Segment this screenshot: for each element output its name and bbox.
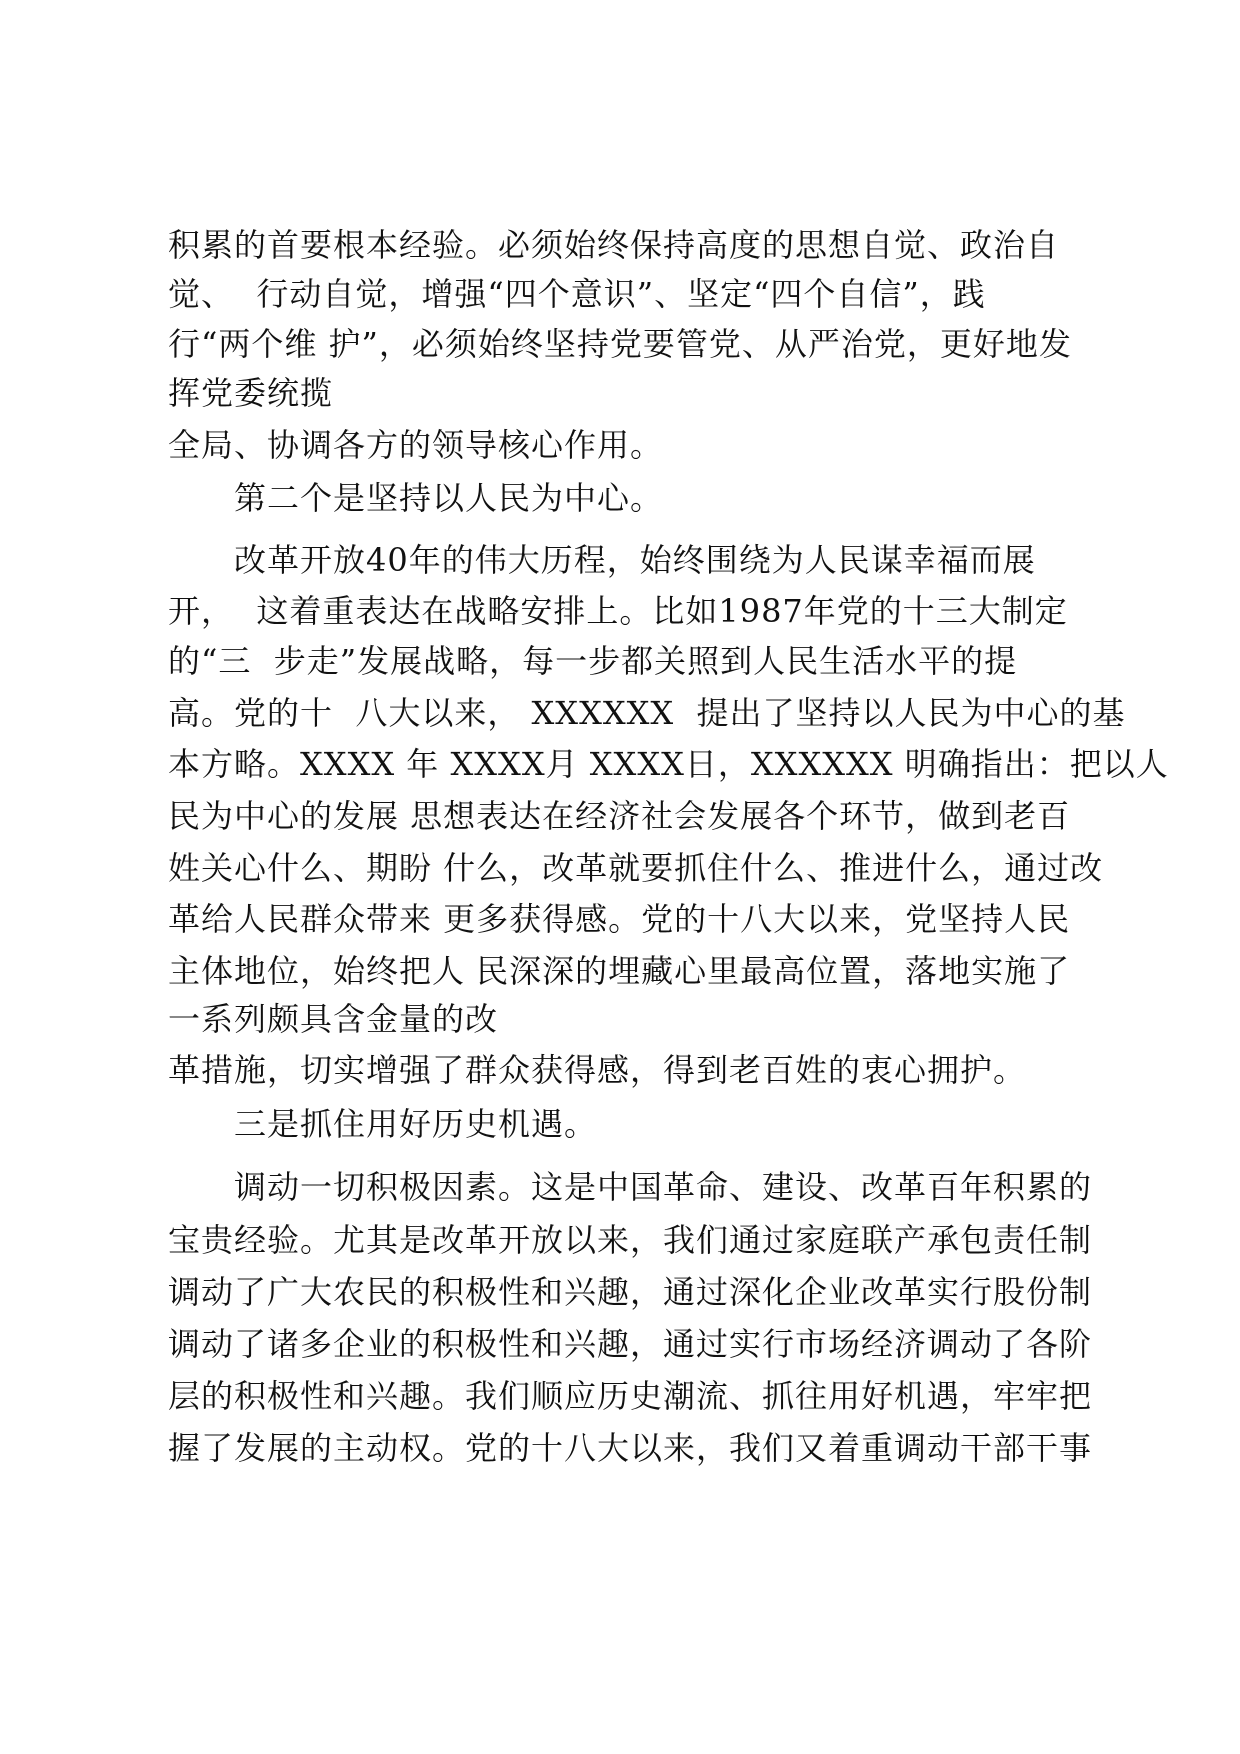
body-line: 革给人民群众带来 更多获得感。党的十八大以来，党坚持人民 <box>168 900 1071 938</box>
section-heading: 第二个是坚持以人民为中心。 <box>234 479 664 517</box>
body-line: 调动一切积极因素。这是中国革命、建设、改革百年积累的 <box>234 1168 1093 1206</box>
body-line: 开， 这着重表达在战略安排上。比如1987年党的十三大制定 <box>168 592 1068 630</box>
body-line: 姓关心什么、期盼 什么，改革就要抓住什么、推进什么，通过改 <box>168 849 1104 887</box>
body-line: 改革开放40年的伟大历程，始终围绕为人民谋幸福而展 <box>234 541 1036 579</box>
body-line: 主体地位，始终把人 民深深的埋藏心里最高位置，落地实施了 <box>168 952 1071 990</box>
body-line: 握了发展的主动权。党的十八大以来，我们又着重调动干部干事 <box>168 1429 1093 1467</box>
section-heading: 三是抓住用好历史机遇。 <box>234 1105 598 1143</box>
body-line: 宝贵经验。尤其是改革开放以来，我们通过家庭联产承包责任制 <box>168 1221 1093 1259</box>
body-line: 革措施，切实增强了群众获得感，得到老百姓的衷心拥护。 <box>168 1051 1027 1089</box>
body-line: 本方略。XXXX 年 XXXX月 XXXX日，XXXXXX 明确指出：把以人 <box>168 745 1169 783</box>
body-line: 挥党委统揽 <box>168 374 334 412</box>
body-line: 的“三 步走”发展战略，每一步都关照到人民生活水平的提 <box>168 642 1018 680</box>
body-line: 一系列颇具含金量的改 <box>168 1000 499 1038</box>
body-line: 全局、协调各方的领导核心作用。 <box>168 426 664 464</box>
body-line: 调动了广大农民的积极性和兴趣，通过深化企业改革实行股份制 <box>168 1273 1093 1311</box>
body-line: 民为中心的发展 思想表达在经济社会发展各个环节，做到老百 <box>168 797 1071 835</box>
body-line: 调动了诸多企业的积极性和兴趣，通过实行市场经济调动了各阶 <box>168 1325 1093 1363</box>
body-line: 行“两个维 护”，必须始终坚持党要管党、从严治党，更好地发 <box>168 325 1072 363</box>
body-line: 高。党的十 八大以来， XXXXXX 提出了坚持以人民为中心的基 <box>168 694 1126 732</box>
body-line: 积累的首要根本经验。必须始终保持高度的思想自觉、政治自 <box>168 226 1060 264</box>
body-line: 觉、 行动自觉，增强“四个意识”、坚定“四个自信”，践 <box>168 275 986 313</box>
body-line: 层的积极性和兴趣。我们顺应历史潮流、抓往用好机遇，牢牢把 <box>168 1377 1093 1415</box>
